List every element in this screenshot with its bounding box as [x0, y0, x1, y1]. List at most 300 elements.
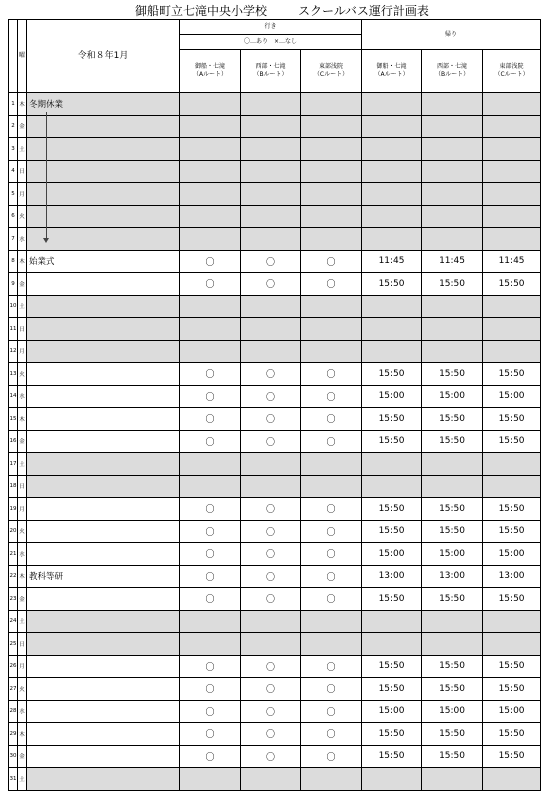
return-cell [483, 453, 541, 476]
return-cell: 15:50 [362, 655, 422, 678]
table-row [9, 385, 541, 408]
return-cell [483, 93, 541, 116]
weekday: 水 [18, 700, 27, 723]
table-row [9, 318, 541, 341]
going-cell [180, 228, 241, 251]
going-cell: 〇 [241, 745, 301, 768]
table-row [9, 205, 541, 228]
return-cell: 15:50 [422, 745, 483, 768]
event-cell [27, 430, 180, 453]
table-row [9, 723, 541, 746]
table-row [9, 295, 541, 318]
return-cell [483, 340, 541, 363]
table-row [9, 273, 541, 296]
event-cell [27, 138, 180, 161]
event-cell [27, 520, 180, 543]
return-cell: 15:50 [422, 498, 483, 521]
weekday: 月 [18, 498, 27, 521]
going-cell: 〇 [180, 250, 241, 273]
route-going-header: 御船・七滝 （Aルート） [180, 50, 241, 93]
table-row [9, 588, 541, 611]
going-cell: 〇 [301, 655, 362, 678]
return-cell: 15:50 [422, 430, 483, 453]
continuation-arrow [46, 112, 47, 240]
going-cell: 〇 [241, 430, 301, 453]
weekday: 土 [18, 138, 27, 161]
table-row [9, 610, 541, 633]
day-number: 10 [9, 295, 18, 318]
route-return-header: 東部浅院 （Cルート） [483, 50, 541, 93]
weekday: 月 [18, 340, 27, 363]
return-cell [483, 160, 541, 183]
table-row [9, 228, 541, 251]
return-cell: 15:50 [362, 520, 422, 543]
return-cell: 15:50 [362, 745, 422, 768]
going-cell: 〇 [241, 363, 301, 386]
return-cell: 15:50 [483, 408, 541, 431]
return-cell [483, 475, 541, 498]
table-row [9, 700, 541, 723]
return-cell [422, 610, 483, 633]
weekday: 火 [18, 205, 27, 228]
table-row [9, 633, 541, 656]
table-row [9, 543, 541, 566]
return-cell [483, 610, 541, 633]
event-cell [27, 700, 180, 723]
weekday: 土 [18, 768, 27, 791]
weekday: 火 [18, 363, 27, 386]
event-cell [27, 475, 180, 498]
table-row [9, 498, 541, 521]
day-number: 21 [9, 543, 18, 566]
table-row [9, 678, 541, 701]
event-cell [27, 453, 180, 476]
weekday: 木 [18, 93, 27, 116]
going-cell [241, 318, 301, 341]
event-cell [27, 610, 180, 633]
return-cell [362, 138, 422, 161]
going-cell [301, 633, 362, 656]
return-cell [483, 318, 541, 341]
return-cell [362, 115, 422, 138]
event-cell [27, 408, 180, 431]
going-cell: 〇 [180, 678, 241, 701]
going-cell [301, 295, 362, 318]
day-number: 27 [9, 678, 18, 701]
going-cell [241, 453, 301, 476]
table-row [9, 520, 541, 543]
going-cell [241, 205, 301, 228]
return-cell: 15:50 [422, 723, 483, 746]
weekday: 日 [18, 475, 27, 498]
going-cell [180, 115, 241, 138]
table-row [9, 363, 541, 386]
going-cell: 〇 [301, 723, 362, 746]
weekday: 水 [18, 385, 27, 408]
weekday: 金 [18, 588, 27, 611]
return-cell: 15:50 [362, 723, 422, 746]
weekday: 月 [18, 655, 27, 678]
going-cell: 〇 [241, 723, 301, 746]
return-cell [483, 633, 541, 656]
return-cell: 15:50 [362, 498, 422, 521]
going-cell [180, 340, 241, 363]
going-cell [241, 115, 301, 138]
going-cell: 〇 [241, 385, 301, 408]
going-cell: 〇 [180, 408, 241, 431]
route-return-header: 御船・七滝 （Aルート） [362, 50, 422, 93]
going-cell: 〇 [241, 543, 301, 566]
return-cell [422, 340, 483, 363]
event-cell [27, 745, 180, 768]
going-cell: 〇 [301, 498, 362, 521]
day-number: 4 [9, 160, 18, 183]
return-cell [483, 295, 541, 318]
day-number: 8 [9, 250, 18, 273]
day-number: 28 [9, 700, 18, 723]
return-cell: 15:00 [483, 385, 541, 408]
table-row [9, 475, 541, 498]
going-cell [301, 318, 362, 341]
return-cell [422, 115, 483, 138]
weekday: 木 [18, 408, 27, 431]
going-cell: 〇 [241, 655, 301, 678]
day-number: 23 [9, 588, 18, 611]
weekday: 火 [18, 678, 27, 701]
going-cell [301, 160, 362, 183]
weekday: 金 [18, 430, 27, 453]
weekday: 水 [18, 228, 27, 251]
return-cell [483, 115, 541, 138]
day-header [9, 20, 18, 93]
return-cell: 15:00 [362, 700, 422, 723]
going-cell [241, 183, 301, 206]
return-cell: 15:50 [483, 363, 541, 386]
return-cell [422, 228, 483, 251]
going-cell [180, 138, 241, 161]
event-cell: 教科等研 [27, 565, 180, 588]
table-row [9, 745, 541, 768]
weekday: 木 [18, 250, 27, 273]
going-cell: 〇 [241, 250, 301, 273]
return-cell [362, 475, 422, 498]
return-cell: 15:50 [362, 273, 422, 296]
table-row [9, 115, 541, 138]
going-cell [301, 183, 362, 206]
legend: 〇…あり ×…なし [180, 35, 362, 50]
return-cell: 15:50 [422, 655, 483, 678]
event-cell [27, 723, 180, 746]
return-cell: 11:45 [422, 250, 483, 273]
return-cell [422, 453, 483, 476]
event-cell [27, 183, 180, 206]
going-cell [241, 93, 301, 116]
day-number: 1 [9, 93, 18, 116]
going-cell: 〇 [180, 385, 241, 408]
weekday: 日 [18, 160, 27, 183]
return-cell: 15:50 [483, 430, 541, 453]
going-cell: 〇 [180, 520, 241, 543]
route-going-header: 西部・七滝 （Bルート） [241, 50, 301, 93]
going-cell: 〇 [241, 520, 301, 543]
going-cell [301, 228, 362, 251]
day-number: 30 [9, 745, 18, 768]
weekday: 木 [18, 565, 27, 588]
return-cell [422, 318, 483, 341]
event-cell [27, 588, 180, 611]
going-cell: 〇 [180, 363, 241, 386]
going-cell [180, 318, 241, 341]
going-cell: 〇 [241, 700, 301, 723]
table-row [9, 408, 541, 431]
table-row [9, 768, 541, 791]
event-cell [27, 273, 180, 296]
day-number: 18 [9, 475, 18, 498]
return-cell: 15:50 [483, 723, 541, 746]
going-cell: 〇 [180, 565, 241, 588]
return-cell [362, 453, 422, 476]
day-number: 19 [9, 498, 18, 521]
going-cell: 〇 [301, 385, 362, 408]
going-cell [241, 768, 301, 791]
event-cell [27, 318, 180, 341]
event-cell [27, 655, 180, 678]
going-cell: 〇 [241, 678, 301, 701]
event-cell [27, 115, 180, 138]
going-cell [301, 205, 362, 228]
return-cell [422, 633, 483, 656]
going-cell: 〇 [241, 273, 301, 296]
going-cell: 〇 [241, 565, 301, 588]
going-cell: 〇 [180, 430, 241, 453]
going-cell: 〇 [180, 543, 241, 566]
going-cell [301, 768, 362, 791]
table-row [9, 160, 541, 183]
return-cell [362, 318, 422, 341]
era-month-header: 令和８年1月 [27, 20, 180, 93]
return-cell [422, 475, 483, 498]
return-cell: 15:50 [483, 678, 541, 701]
going-cell: 〇 [241, 588, 301, 611]
going-cell [180, 610, 241, 633]
return-cell: 15:50 [422, 408, 483, 431]
event-cell [27, 205, 180, 228]
table-row [9, 138, 541, 161]
going-cell [180, 160, 241, 183]
event-cell [27, 228, 180, 251]
day-number: 3 [9, 138, 18, 161]
event-cell [27, 678, 180, 701]
return-cell [422, 205, 483, 228]
table-row [9, 430, 541, 453]
event-cell [27, 295, 180, 318]
event-cell [27, 160, 180, 183]
return-cell [362, 93, 422, 116]
going-cell [241, 228, 301, 251]
table-row [9, 655, 541, 678]
going-cell: 〇 [301, 520, 362, 543]
return-cell: 15:50 [483, 745, 541, 768]
going-cell: 〇 [180, 498, 241, 521]
return-cell [422, 295, 483, 318]
return-cell: 15:50 [483, 588, 541, 611]
return-cell [422, 138, 483, 161]
day-number: 7 [9, 228, 18, 251]
going-cell: 〇 [301, 565, 362, 588]
going-cell: 〇 [180, 588, 241, 611]
weekday: 土 [18, 610, 27, 633]
going-cell [301, 115, 362, 138]
return-cell [422, 183, 483, 206]
going-cell: 〇 [180, 273, 241, 296]
arrow-head-icon [43, 238, 49, 243]
going-cell: 〇 [301, 250, 362, 273]
weekday: 水 [18, 543, 27, 566]
event-cell [27, 340, 180, 363]
going-cell [180, 768, 241, 791]
day-number: 9 [9, 273, 18, 296]
going-cell: 〇 [241, 408, 301, 431]
going-cell: 〇 [301, 543, 362, 566]
return-cell: 15:50 [422, 520, 483, 543]
table-row [9, 250, 541, 273]
going-cell [301, 610, 362, 633]
event-cell: 始業式 [27, 250, 180, 273]
return-cell: 15:00 [362, 543, 422, 566]
weekday-header: 曜 [18, 20, 27, 93]
going-cell: 〇 [301, 745, 362, 768]
day-number: 6 [9, 205, 18, 228]
return-cell: 15:50 [483, 655, 541, 678]
return-cell [362, 610, 422, 633]
going-cell [301, 475, 362, 498]
return-cell: 11:45 [362, 250, 422, 273]
event-cell [27, 768, 180, 791]
going-cell [241, 138, 301, 161]
route-return-header: 西部・七滝 （Bルート） [422, 50, 483, 93]
return-cell [362, 160, 422, 183]
day-number: 5 [9, 183, 18, 206]
weekday: 金 [18, 745, 27, 768]
going-cell [241, 340, 301, 363]
table-row [9, 183, 541, 206]
return-cell: 15:50 [422, 363, 483, 386]
day-number: 13 [9, 363, 18, 386]
going-cell [180, 633, 241, 656]
event-cell [27, 363, 180, 386]
day-number: 24 [9, 610, 18, 633]
school-name: 御船町立七滝中央小学校 [135, 4, 268, 18]
return-cell: 15:50 [422, 273, 483, 296]
return-cell [362, 205, 422, 228]
table-row [9, 340, 541, 363]
weekday: 月 [18, 183, 27, 206]
return-cell [422, 93, 483, 116]
return-cell: 15:50 [483, 498, 541, 521]
event-cell: 冬期休業 [27, 93, 180, 116]
day-number: 14 [9, 385, 18, 408]
return-cell [362, 340, 422, 363]
going-cell [301, 93, 362, 116]
going-cell [180, 453, 241, 476]
bus-schedule-table [8, 19, 541, 791]
going-cell: 〇 [241, 498, 301, 521]
return-cell [362, 228, 422, 251]
return-cell: 15:50 [483, 520, 541, 543]
going-cell: 〇 [180, 655, 241, 678]
return-cell: 13:00 [422, 565, 483, 588]
going-cell: 〇 [301, 588, 362, 611]
going-cell [301, 138, 362, 161]
day-number: 17 [9, 453, 18, 476]
going-cell [241, 160, 301, 183]
return-cell: 15:00 [422, 543, 483, 566]
return-header: 帰り [362, 20, 541, 50]
return-cell: 15:00 [483, 700, 541, 723]
going-cell [241, 475, 301, 498]
return-cell: 13:00 [362, 565, 422, 588]
return-cell: 15:00 [362, 385, 422, 408]
event-cell [27, 543, 180, 566]
return-cell [483, 768, 541, 791]
event-cell [27, 633, 180, 656]
going-cell: 〇 [180, 723, 241, 746]
day-number: 2 [9, 115, 18, 138]
event-cell [27, 385, 180, 408]
day-number: 15 [9, 408, 18, 431]
return-cell: 15:50 [362, 430, 422, 453]
going-cell [241, 633, 301, 656]
day-number: 31 [9, 768, 18, 791]
going-cell: 〇 [180, 700, 241, 723]
weekday: 日 [18, 318, 27, 341]
return-cell: 15:00 [422, 700, 483, 723]
return-cell: 15:50 [422, 678, 483, 701]
table-row [9, 453, 541, 476]
return-cell: 11:45 [483, 250, 541, 273]
return-cell [422, 768, 483, 791]
going-cell: 〇 [301, 700, 362, 723]
going-cell [301, 453, 362, 476]
going-cell: 〇 [301, 363, 362, 386]
return-cell [362, 633, 422, 656]
going-cell: 〇 [180, 745, 241, 768]
weekday: 金 [18, 115, 27, 138]
day-number: 20 [9, 520, 18, 543]
going-cell: 〇 [301, 408, 362, 431]
return-cell [483, 228, 541, 251]
day-number: 26 [9, 655, 18, 678]
going-header: 行き [180, 20, 362, 35]
day-number: 12 [9, 340, 18, 363]
going-cell [301, 340, 362, 363]
return-cell: 13:00 [483, 565, 541, 588]
day-number: 11 [9, 318, 18, 341]
going-cell [241, 295, 301, 318]
return-cell [362, 295, 422, 318]
going-cell: 〇 [301, 430, 362, 453]
return-cell [483, 138, 541, 161]
going-cell [180, 93, 241, 116]
weekday: 土 [18, 295, 27, 318]
return-cell: 15:50 [362, 678, 422, 701]
route-going-header: 東部浅院 （Cルート） [301, 50, 362, 93]
day-number: 29 [9, 723, 18, 746]
return-cell: 15:00 [483, 543, 541, 566]
table-row [9, 565, 541, 588]
going-cell [241, 610, 301, 633]
weekday: 土 [18, 453, 27, 476]
